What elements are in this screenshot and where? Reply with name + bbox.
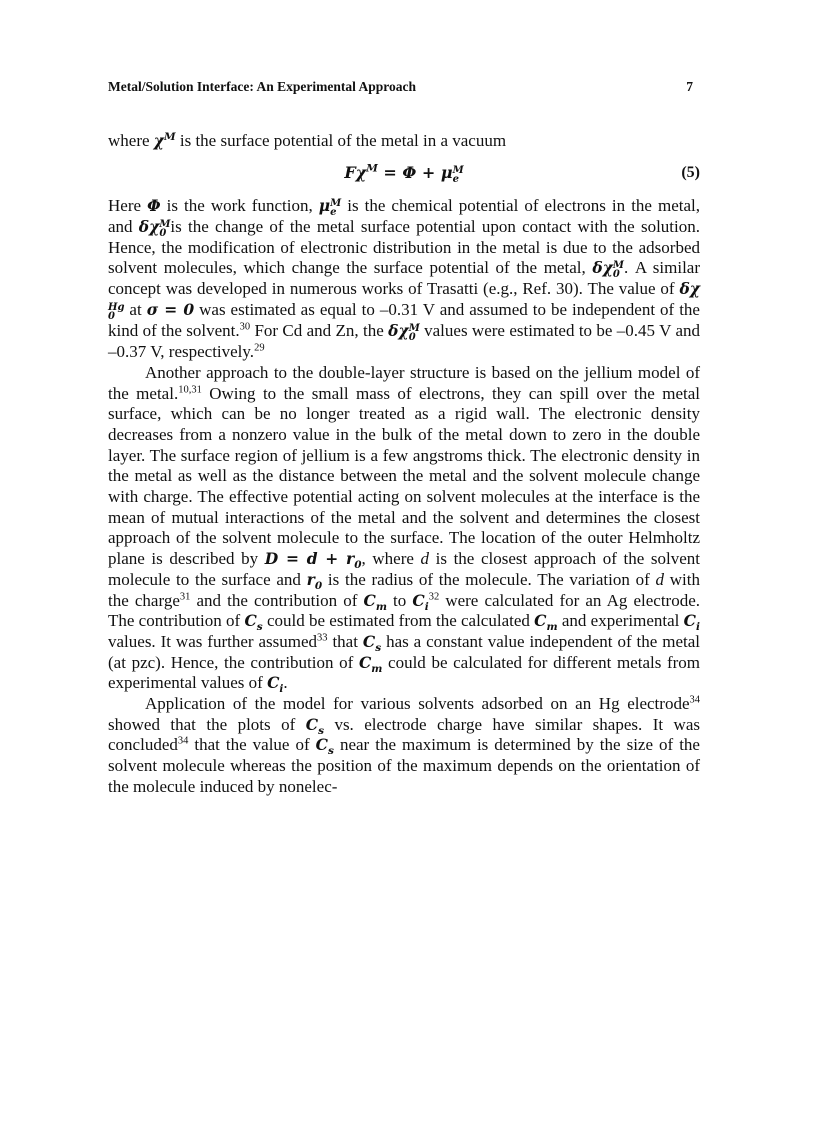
equation-number: (5)	[681, 163, 700, 181]
math-sigma-zero: σ = 0	[146, 300, 195, 320]
reference-34: 34	[689, 694, 700, 706]
paragraph-2: Here Φ is the work function, μ M e is the chemical potential of electrons in the metal, and δχ M 0 is the change of the metal surface potential upon contact with the solution. Hence, the modification of electronic distribution in the metal is due to the adsorbed solvent molecules, which change the surface potential of the metal, δχ M 0 . A similar concept was developed in numerous works of Trasatti (e.g., Ref. 30). The value of δχ Hg 0 at σ = 0 was estimated as equal to –0.31 V and assumed to be independent of the kind of the solvent.$^{30}$ For Cd and Zn, the δχ M 0 values were estimated to be –0.45 V and –0.37 V, respectively.$^{29}$	[108, 195, 701, 362]
reference-34: 34	[177, 735, 189, 747]
math-delta-chi-0-M: δχ M 0	[138, 216, 171, 239]
running-head-title: Metal/Solution Interface: An Experimental Approach	[108, 79, 416, 94]
math-delta-chi-0-M: δχ M 0	[592, 258, 624, 281]
math-C-i: $C_i$	[683, 611, 701, 634]
math-C-m: $C_m$	[358, 652, 383, 675]
math-C-i: $C_i$	[267, 673, 284, 696]
equation-body: $F\chi^M = \Phi + \mu$ M e	[344, 162, 464, 185]
reference-33: 33	[317, 632, 328, 644]
math-delta-chi-0-Hg: δχ Hg 0	[108, 279, 700, 323]
math-chi-M: $\chi^M$	[153, 130, 176, 150]
reference-30: 30	[239, 321, 251, 333]
math-C-s: $C_s$	[305, 714, 324, 737]
equation-5	[108, 152, 700, 196]
paragraph-1: where $\chi^M$ is the surface potential of the metal in a vacuum	[108, 130, 507, 150]
math-C-m: $C_m$	[363, 590, 387, 613]
reference-10-31: 10,31	[178, 383, 202, 395]
paragraph-4: Application of the model for various solvents adsorbed on an Hg electrode$^{34}$ showed that the plots of $C_s$ vs. electrode charge have similar shapes. It was concluded$^{34}$ that the value of $C_s$ near the maximum is determined by the size of the solvent molecule whereas the position of the maximum depends on the orientation of the molecule induced by nonelec-	[108, 694, 700, 796]
math-C-s: $C_s$	[244, 611, 263, 634]
math-C-s: $C_s$	[315, 735, 334, 758]
paragraph-3: Another approach to the double-layer structure is based on the jellium model of the metal.$^{10,31}$ Owing to the small mass of electrons, they can spill over the metal surface, which can be no longer treated as a rigid wall. The electronic density decreases from a nonzero value in the bulk of the metal down to zero in the double layer. The surface region of jellium is a few angstroms thick. The electronic density in the metal as well as the distance between the metal and the solvent molecule change with charge. The effective potential acting on solvent molecules at the interface is the mean of mutual interactions of the metal and the solvent and determines the closest approach of the solvent molecule to the surface. The location of the outer Helmholtz plane is described by $D = d + r_0$, where d is the closest approach of the solvent molecule to the surface and $r_0$ is the radius of the molecule. The variation of d with the charge$^{31}$ and the contribution of $C_m$ to $C_i^{32}$ were calculated for an Ag electrode. The contribution of $C_s$ could be estimated from the calculated $C_m$ and experimental $C_i$ values. It was further assumed$^{33}$ that $C_s$ has a constant value independent of the metal (at pzc). Hence, the contribution of $C_m$ could be calculated for different metals from experimental values of $C_i$.	[108, 362, 701, 696]
math-ohp-equation: $D = d + r_0$	[264, 549, 362, 572]
math-mu-e-M: μ M e	[318, 195, 342, 218]
reference-32: 32	[428, 590, 440, 602]
reference-29: 29	[254, 342, 265, 354]
page-number: 7	[686, 79, 693, 94]
reference-31: 31	[179, 590, 191, 602]
math-delta-chi-0-M: δχ M 0	[388, 321, 420, 344]
math-C-s: $C_s$	[362, 631, 382, 655]
math-phi: Φ	[147, 195, 161, 215]
math-C-i: $C_i$	[412, 590, 429, 613]
math-r0: $r_0$	[306, 569, 323, 592]
math-C-m: $C_m$	[534, 611, 558, 634]
body-text	[108, 131, 700, 798]
